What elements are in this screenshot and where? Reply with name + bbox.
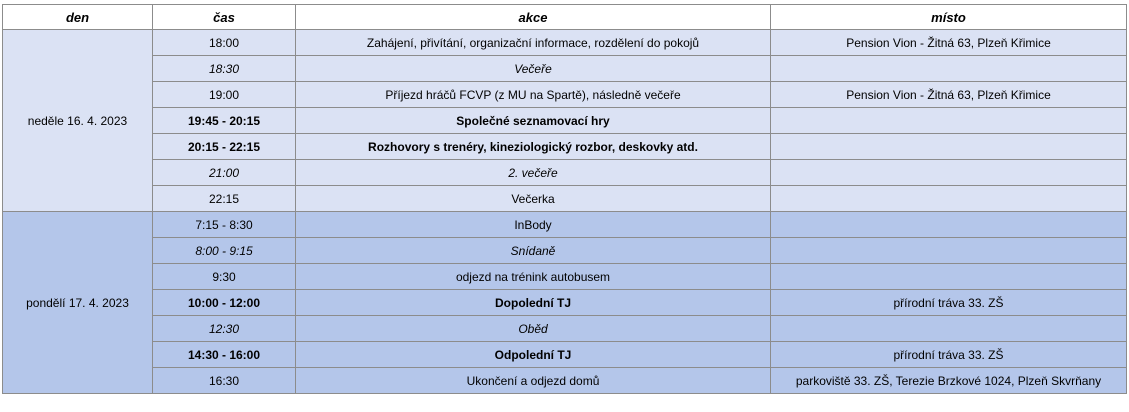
time-cell: 16:30 — [153, 368, 296, 394]
activity-cell: 2. večeře — [296, 160, 771, 186]
activity-cell: Oběd — [296, 316, 771, 342]
table-row — [3, 264, 1127, 290]
location-cell: Pension Vion - Žitná 63, Plzeň Křimice — [771, 30, 1127, 56]
location-cell — [771, 186, 1127, 212]
time-cell: 19:45 - 20:15 — [153, 108, 296, 134]
location-cell: parkoviště 33. ZŠ, Terezie Brzkové 1024, Plzeň Skvrňany — [771, 368, 1127, 394]
time-cell: 18:00 — [153, 30, 296, 56]
activity-cell: Rozhovory s trenéry, kineziologický rozbor, deskovky atd. — [296, 134, 771, 160]
time-cell: 14:30 - 16:00 — [153, 342, 296, 368]
activity-cell: Společné seznamovací hry — [296, 108, 771, 134]
table-row — [3, 368, 1127, 394]
time-cell: 12:30 — [153, 316, 296, 342]
header-cas: čas — [153, 5, 296, 30]
time-cell: 18:30 — [153, 56, 296, 82]
time-cell: 19:00 — [153, 82, 296, 108]
header-den: den — [3, 5, 153, 30]
activity-cell: Zahájení, přivítání, organizační informace, rozdělení do pokojů — [296, 30, 771, 56]
location-cell — [771, 160, 1127, 186]
location-cell — [771, 56, 1127, 82]
table-row — [3, 108, 1127, 134]
location-cell — [771, 238, 1127, 264]
table-row — [3, 82, 1127, 108]
day-label: neděle 16. 4. 2023 — [3, 30, 153, 212]
location-cell — [771, 212, 1127, 238]
time-cell: 20:15 - 22:15 — [153, 134, 296, 160]
activity-cell: Ukončení a odjezd domů — [296, 368, 771, 394]
table-row — [3, 134, 1127, 160]
table-row — [3, 316, 1127, 342]
location-cell: Pension Vion - Žitná 63, Plzeň Křimice — [771, 82, 1127, 108]
schedule-body — [3, 30, 1127, 394]
time-cell: 22:15 — [153, 186, 296, 212]
location-cell — [771, 134, 1127, 160]
table-row — [3, 56, 1127, 82]
time-cell: 9:30 — [153, 264, 296, 290]
day-label: pondělí 17. 4. 2023 — [3, 212, 153, 394]
table-row — [3, 290, 1127, 316]
location-cell — [771, 316, 1127, 342]
activity-cell: Večerka — [296, 186, 771, 212]
header-row — [3, 5, 1127, 30]
activity-cell: Příjezd hráčů FCVP (z MU na Spartě), následně večeře — [296, 82, 771, 108]
header-akce: akce — [296, 5, 771, 30]
table-row — [3, 238, 1127, 264]
table-row — [3, 342, 1127, 368]
table-row — [3, 186, 1127, 212]
table-row — [3, 160, 1127, 186]
time-cell: 7:15 - 8:30 — [153, 212, 296, 238]
time-cell: 21:00 — [153, 160, 296, 186]
activity-cell: odjezd na trénink autobusem — [296, 264, 771, 290]
location-cell — [771, 264, 1127, 290]
header-misto: místo — [771, 5, 1127, 30]
schedule-table — [2, 4, 1127, 394]
table-row — [3, 212, 1127, 238]
activity-cell: Dopolední TJ — [296, 290, 771, 316]
activity-cell: Odpolední TJ — [296, 342, 771, 368]
time-cell: 10:00 - 12:00 — [153, 290, 296, 316]
location-cell — [771, 108, 1127, 134]
location-cell: přírodní tráva 33. ZŠ — [771, 342, 1127, 368]
activity-cell: InBody — [296, 212, 771, 238]
time-cell: 8:00 - 9:15 — [153, 238, 296, 264]
activity-cell: Večeře — [296, 56, 771, 82]
location-cell: přírodní tráva 33. ZŠ — [771, 290, 1127, 316]
activity-cell: Snídaně — [296, 238, 771, 264]
table-row — [3, 30, 1127, 56]
